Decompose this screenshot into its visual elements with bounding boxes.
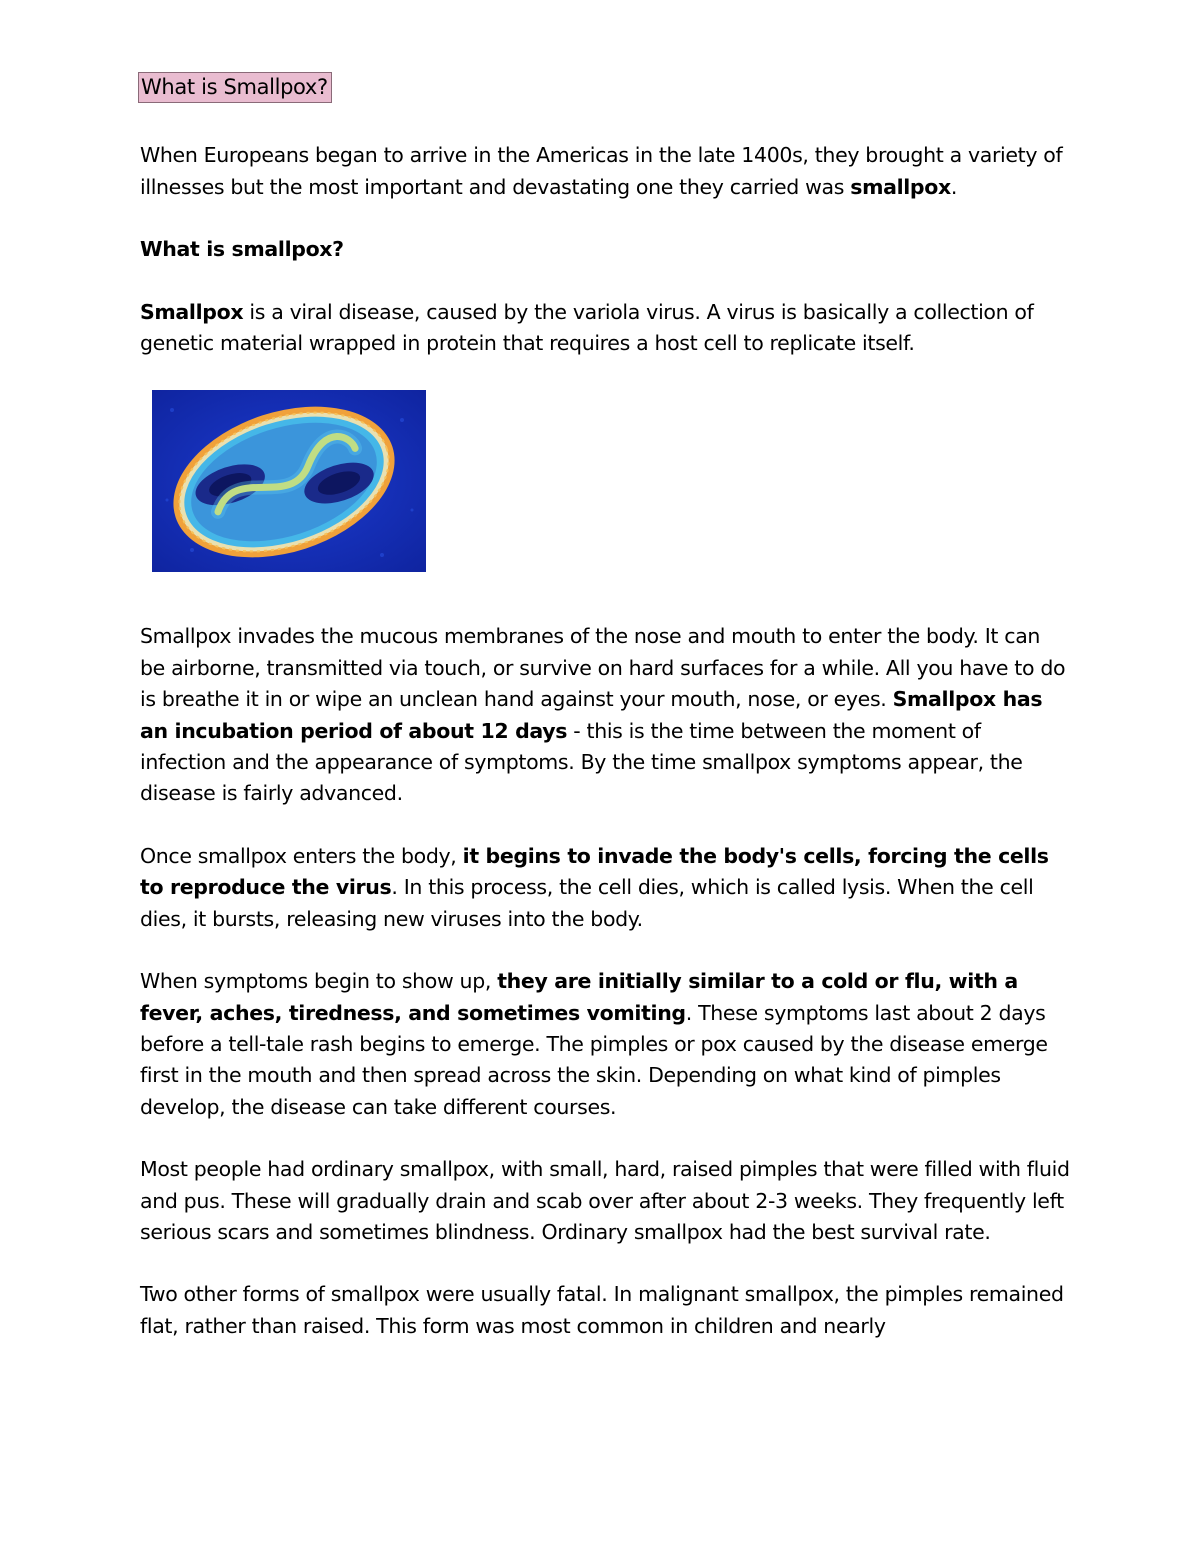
forms-paragraph [140,1279,1070,1342]
intro-paragraph [140,140,1070,203]
symptoms-text: When symptoms begin to show up, [140,969,498,994]
symptoms-text-end: . These symptoms last about 2 days before a tell-tale rash begins to emerge. The pimples or pox caused by the disease emerge first in the mouth and then spread across the skin. Depending on what kind of pimples develop, the disease can take different courses. [140,1000,1048,1119]
intro-text: When Europeans began to arrive in the Americas in the late 1400s, they brought a variety of illnesses but the most important and devastating one they carried was [140,143,1063,199]
document-body [140,72,1070,1373]
symptoms-bold: they are initially similar to a cold or flu, with a fever, aches, tiredness, and sometimes vomiting [140,969,1018,1025]
transmission-text-end: - this is the time between the moment of infection and the appearance of symptoms. By the time smallpox symptoms appear, the disease is fairly advanced. [140,718,1023,806]
cells-bold: it begins to invade the body's cells, forcing the cells to reproduce the virus [140,843,1049,900]
ordinary-paragraph [140,1154,1070,1248]
symptoms-paragraph [140,966,1070,1123]
virus-micrograph-image [152,390,426,572]
definition-paragraph [140,297,1070,360]
transmission-bold: Smallpox has an incubation period of about 12 days [140,687,1043,743]
intro-text-end: . [950,174,958,199]
page-title-line [140,72,1070,103]
cells-paragraph [140,841,1070,935]
cells-text-end: . In this process, the cell dies, which is called lysis. When the cell dies, it bursts, releasing new viruses into the body. [140,875,1034,931]
subheading-paragraph [140,234,1070,265]
transmission-paragraph [140,621,1070,809]
page-title: What is Smallpox? [138,72,332,103]
ordinary-text: Most people had ordinary smallpox, with small, hard, raised pimples that were filled with fluid and pus. These will gradually drain and scab over after about 2-3 weeks. They frequently left serious scars and sometimes blindness. Ordinary smallpox had the best survival rate. [140,1157,1070,1244]
intro-bold: smallpox [850,174,951,199]
cells-text: Once smallpox enters the body, [140,843,463,868]
transmission-text: Smallpox invades the mucous membranes of the nose and mouth to enter the body. It can be airborne, transmitted via touch, or survive on hard surfaces for a while. All you have to do is breathe it in or wipe an unclean hand against your mouth, nose, or eyes. [140,624,1066,712]
definition-bold: Smallpox [140,299,244,324]
definition-text: is a viral disease, caused by the variola virus. A virus is basically a collection of genetic material wrapped in protein that requires a host cell to replicate itself. [140,299,1034,356]
subheading: What is smallpox? [140,237,344,262]
forms-text: Two other forms of smallpox were usually fatal. In malignant smallpox, the pimples remained flat, rather than raised. This form was most common in children and nearly [140,1282,1064,1338]
virus-micrograph-icon [152,390,426,572]
